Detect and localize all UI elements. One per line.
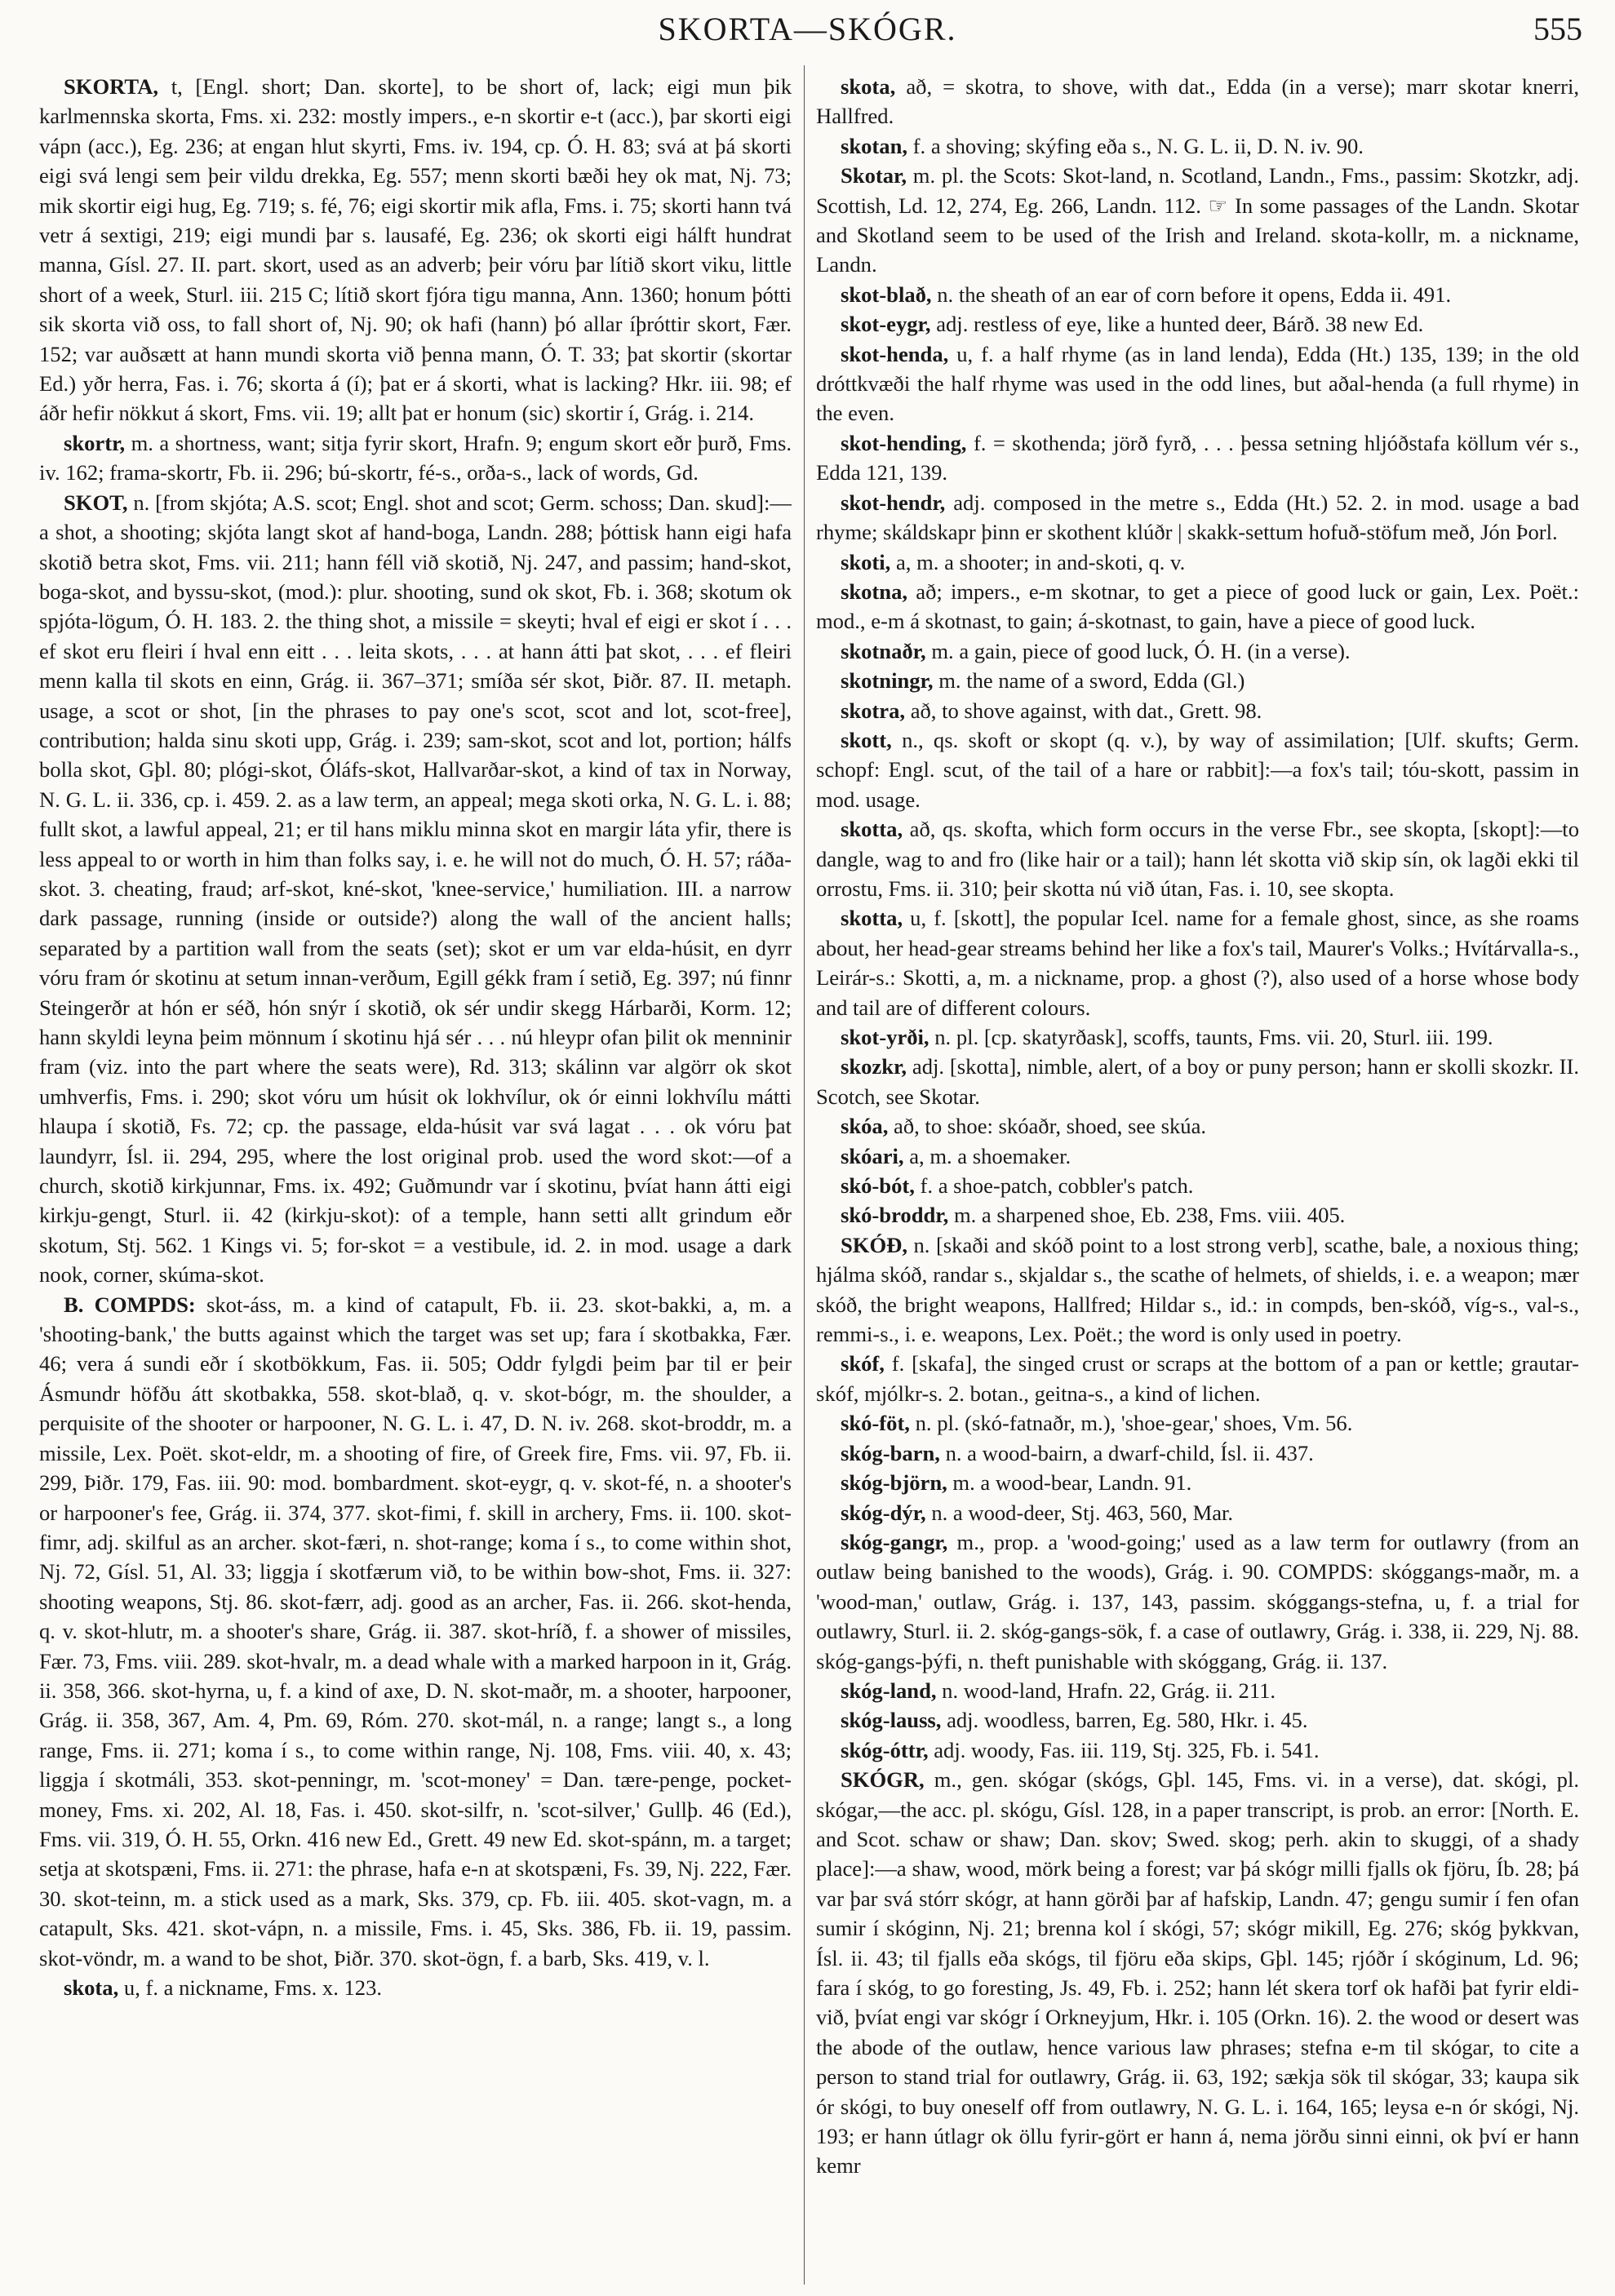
dictionary-entry [816,72,1579,131]
dictionary-entry [816,547,1579,577]
definition: n., qs. skoft or skopt (q. v.), by way of assimilation; [Ulf. skufts; Germ. schopf: Engl. scut, of the tail of a hare or rabbit]:—a fox's tail; tóu-skott, passim in mod. usage. [816,727,1579,812]
headword: skotta, [841,906,903,931]
definition: f. [skafa], the singed crust or scraps at the bottom of a pan or kettle; grautar-skóf, mjólkr-s. 2. botan., geitna-s., a kind of lichen. [816,1351,1579,1406]
headword: skóg-land, [841,1678,937,1703]
dictionary-entry [816,814,1579,903]
headword: skóg-lauss, [841,1708,942,1733]
definition: a, m. a shoemaker. [903,1143,1071,1168]
definition: adj. restless of eye, like a hunted deer, Bárð. 38 new Ed. [930,312,1424,337]
dictionary-entry [816,1022,1579,1052]
headword: B. COMPDS: [64,1292,196,1317]
definition: að; impers., e-m skotnar, to get a piece of good luck or gain, Lex. Poët.: mod., e-m á skotnast, to gain; á-skotnast, to gain, have a piece of good luck. [816,578,1579,634]
headword: skot-eygr, [841,312,931,337]
definition: m., gen. skógar (skógs, Gþl. 145, Fms. vi. in a verse), dat. skógi, pl. skógar,—the acc. pl. skógu, Gísl. 128, in a paper transcript, is prob. an error: [North. E. and Scot. schaw or shaw; Dan. skov; Swed. skog; perh. akin to skuggi, of a shady place]:—a shaw, wood, mörk being a forest; var þá skógr milli fjalls ok fjöru, Íb. 28; þá var þar svá stórr skógr, at hann görði þar af hafskip, Landn. 47; gengu sumir í fen ofan sumir í skóginn, Nj. 21; brenna kol í skógi, 57; skógr mikill, Eg. 276; skóg þykkvan, Ísl. ii. 43; til fjalls eða skógs, til fjöru eða skips, Gþl. 145; rjóðr í skóginum, Ld. 96; fara í skóg, to go foresting, Js. 49, Fb. i. 252; hann lét skera torf ok hafði þat fyrir eldi-við, þvíat engi var skógr í Orkneyjum, Hkr. i. 105 (Orkn. 16). 2. the wood or desert was the abode of the outlaw, hence various law phrases; stefna e-m til skógar, to cite a person to stand trial for outlawry, Grág. ii. 63, 192; sækja sök til skógar, 33; kaupa sik ór skógi, to buy oneself off from outlawry, N. G. L. i. 164, 165; leysa e-n ór skógi, Nj. 193; er hann útlagr ok öllu fyrir-gört er hann á, nema jörðu sinni einni, ok því er hann kemr [816,1767,1579,2179]
headword: skot-hendr, [841,490,946,515]
dictionary-entry [39,1973,792,2002]
headword: skota, [841,74,896,99]
dictionary-entry [816,428,1579,488]
dictionary-entry [816,1111,1579,1141]
definition: u, f. a half rhyme (as in land lenda), Edda (Ht.) 135, 139; in the old dróttkvæði the half rhyme was used in the odd lines, but aðal-henda (a full rhyme) in the even. [816,341,1579,426]
headword: skóg-dýr, [841,1500,926,1525]
definition: n. pl. (skó-fatnaðr, m.), 'shoe-gear,' shoes, Vm. 56. [909,1411,1353,1436]
headword: skot-henda, [841,341,949,366]
dictionary-entry [816,903,1579,1022]
dictionary-entry [816,577,1579,636]
definition: f. = skothenda; jörð fyrð, . . . þessa setning hljóðstafa köllum vér s., Edda 121, 139. [816,430,1579,485]
dictionary-entry [816,161,1579,280]
definition: m. the name of a sword, Edda (Gl.) [933,668,1245,694]
dictionary-entry [816,1349,1579,1408]
headword: SKÓGR, [841,1767,925,1793]
dictionary-entry [816,1408,1579,1438]
dictionary-entry [816,1052,1579,1111]
headword: skot-yrði, [841,1025,930,1049]
headword: skoti, [841,549,891,574]
definition: u, f. [skott], the popular Icel. name for a female ghost, since, as she roams about, her head-gear streams behind her like a fox's tail, Maurer's Volks.; Hvítárvalla-s., Leirár-s.: Skotti, a, m. a nickname, prop. a ghost (?), also used of a horse whose body and tail are of different colours. [816,906,1579,1020]
dictionary-entry [816,1765,1579,2181]
headword: skó-föt, [841,1411,910,1436]
dictionary-entry [816,1171,1579,1200]
headword: skotta, [841,817,903,842]
definition: að, to shove against, with dat., Grett. 98. [905,698,1262,723]
definition: n. wood-land, Hrafn. 22, Grág. ii. 211. [936,1678,1276,1703]
dictionary-entry [816,488,1579,547]
dictionary-entry [39,1290,792,1973]
headword: skóg-óttr, [841,1737,929,1762]
headword: SKORTA, [64,74,159,99]
headword: skóari, [841,1143,904,1168]
dictionary-entry [816,1438,1579,1468]
dictionary-entry [816,1527,1579,1676]
definition: adj. woody, Fas. iii. 119, Stj. 325, Fb. i. 541. [928,1737,1320,1762]
definition: skot-áss, m. a kind of catapult, Fb. ii. 23. skot-bakki, a, m. a 'shooting-bank,' the butts against which the target was set up; fara í skotbakka, Fær. 46; vera á sundi eðr í skotbökkum, Fas. ii. 505; Oddr fylgdi þeim þar til er þeir Ásmundr höfðu átt skotbakka, 558. skot-blað, q. v. skot-bógr, m. the shoulder, a perquisite of the shooter or harpooner, N. G. L. i. 47, D. N. iv. 268. skot-broddr, m. a missile, Lex. Poët. skot-eldr, m. a shooting of fire, of Greek fire, Fms. vii. 97, Fb. ii. 299, Þiðr. 179, Fas. iii. 90: mod. bombardment. skot-eygr, q. v. skot-fé, n. a shooter's or harpooner's fee, Grág. ii. 374, 377. skot-fimi, f. skill in archery, Fms. ii. 100. skot-fimr, adj. skilful as an archer. skot-færi, n. shot-range; koma í s., to come within shot, Nj. 72, Gísl. 51, Al. 33; liggja í skotfærum við, to be within bow-shot, Fms. ii. 327: shooting weapons, Stj. 86. skot-færr, adj. good as an archer, Fas. ii. 266. skot-henda, q. v. skot-hlutr, m. a shooter's share, Grág. ii. 387. skot-hríð, f. a shower of missiles, Fær. 73, Fms. viii. 289. skot-hvalr, m. a dead whale with a marked harpoon in it, Grág. ii. 358, 366. skot-hyrna, u, f. a kind of axe, D. N. skot-maðr, m. a shooter, harpooner, Grág. ii. 358, 367, Am. 4, Pm. 69, Róm. 270. skot-mál, n. a range; langt s., a long range, Fms. ii. 271; koma í s., to come within range, Nj. 108, Fms. viii. 40, x. 43; liggja í skotmáli, 353. skot-penningr, m. 'scot-money' = Dan. tære-penge, pocket-money, Fms. xi. 202, Al. 18, Fas. i. 450. skot-silfr, n. 'scot-silver,' Gullþ. 46 (Ed.), Fms. vii. 319, Ó. H. 55, Orkn. 416 new Ed., Grett. 49 new Ed. skot-spánn, m. a target; setja at skotspæni, Fms. ii. 271: the phrase, hafa e-n at skotspæni, Fs. 39, Nj. 222, Fær. 30. skot-teinn, m. a stick used as a mark, Sks. 379, cp. Fb. iii. 405. skot-vagn, m. a catapult, Sks. 421. skot-vápn, n. a missile, Fms. i. 45, Sks. 386, Fb. ii. 19, passim. skot-vöndr, m. a wand to be shot, Þiðr. 370. skot-ögn, f. a barb, Sks. 419, v. l. [39,1292,792,1970]
page-number: 555 [1533,11,1582,47]
dictionary-entry [816,309,1579,339]
definition: f. a shoving; skýfing eða s., N. G. L. ii, D. N. iv. 90. [907,133,1364,158]
right-column [816,72,1579,2288]
definition: m. a wood-bear, Landn. 91. [947,1470,1192,1496]
dictionary-entry [816,1676,1579,1705]
definition: m., prop. a 'wood-going;' used as a law term for outlawry (from an outlaw being banished to the woods), Grág. i. 90. COMPDS: skóggangs-maðr, m. a 'wood-man,' outlaw, Grág. i. 137, 143, passim. skóggangs-stefna, u, f. a trial for outlawry, Sturl. ii. 2. skóg-gangs-sök, f. a case of outlawry, Grág. i. 338, ii. 229, Nj. 88. skóg-gangs-þýfi, n. theft punishable with skóggang, Grág. ii. 137. [816,1529,1579,1673]
dictionary-entry [816,1141,1579,1171]
definition: að, to shoe: skóaðr, shoed, see skúa. [888,1114,1207,1139]
headword: skóf, [841,1351,885,1376]
dictionary-entry [816,1705,1579,1735]
definition: m. a sharpened shoe, Eb. 238, Fms. viii. 405. [948,1203,1346,1228]
definition: u, f. a nickname, Fms. x. 123. [118,1975,383,2000]
left-column [39,72,792,2288]
dictionary-entry [816,131,1579,161]
headword: skot-hending, [841,430,967,455]
headword: skóg-barn, [841,1440,940,1465]
definition: n. [skaði and skóð point to a lost strong verb], scathe, bale, a noxious thing; hjálma skóð, randar s., skjaldar s., the scathe of helmets, of shields, i. e. a weapon; mær skóð, the bright weapons, Hallfred; Hildar s., id.: in compds, ben-skóð, víg-s., val-s., remmi-s., i. e. weapons, Lex. Poët.; the word is only used in poetry. [816,1232,1579,1347]
definition: að, qs. skofta, which form occurs in the verse Fbr., see skopta, [skopt]:—to dangle, wag to and fro (like hair or a tail); hann lét skotta við skip sín, ok lagði ekki til orrostu, Fms. ii. 310; þeir skotta nú við útan, Fas. i. 10, see skopta. [816,817,1579,901]
definition: f. a shoe-patch, cobbler's patch. [914,1173,1194,1199]
definition: m. pl. the Scots: Skot-land, n. Scotland, Landn., Fms., passim: Skotzkr, adj. Scottish, Ld. 12, 274, Eg. 266, Landn. 112. ☞ In some passages of the Landn. Skotar and Skotland seem to be used of the Irish and Ireland. skota-kollr, m. a nickname, Landn. [816,163,1579,277]
definition: m. a shortness, want; sitja fyrir skort, Hrafn. 9; engum skort eðr þurð, Fms. iv. 162; frama-skortr, Fb. ii. 296; bú-skortr, fé-s., orða-s., lack of words, Gd. [39,430,792,485]
definition: adj. woodless, barren, Eg. 580, Hkr. i. 45. [941,1708,1308,1733]
dictionary-entry [816,1498,1579,1527]
dictionary-entry [39,488,792,1290]
definition: adj. composed in the metre s., Edda (Ht.) 52. 2. in mod. usage a bad rhyme; skáldskapr þinn er skothent klúðr | skakk-settum hofuð-stöfum með, Jón Þorl. [816,490,1579,545]
headword: skotnaðr, [841,638,926,663]
headword: Skotar, [841,163,907,188]
dictionary-entry [39,72,792,428]
headword: skotna, [841,578,908,604]
dictionary-entry [816,725,1579,814]
headword: skó-broddr, [841,1203,949,1228]
headword: skotningr, [841,668,934,694]
headword: SKÓÐ, [841,1232,908,1257]
headword: skóa, [841,1114,889,1139]
definition: adj. [skotta], nimble, alert, of a boy or puny person; hann er skolli skozkr. II. Scotch, see Skotar. [816,1054,1579,1109]
definition: n. a wood-bairn, a dwarf-child, Ísl. ii. 437. [939,1440,1314,1465]
definition: að, = skotra, to shove, with dat., Edda (in a verse); marr skotar knerri, Hallfred. [816,74,1579,129]
headword: skotra, [841,698,906,723]
headword: skó-bót, [841,1173,915,1199]
column-divider [804,65,805,2285]
headword: skóg-gangr, [841,1529,948,1554]
definition: m. a gain, piece of good luck, Ó. H. (in a verse). [925,638,1351,663]
dictionary-entry [816,666,1579,695]
headword: skott, [841,727,892,752]
page-header [0,10,1615,59]
headword: skotan, [841,133,908,158]
headword: skóg-björn, [841,1470,947,1496]
dictionary-entry [816,1200,1579,1230]
dictionary-entry [816,1230,1579,1350]
headword: skozkr, [841,1054,907,1079]
dictionary-entry [816,1468,1579,1497]
definition: n. the sheath of an ear of corn before it opens, Edda ii. 491. [931,281,1452,307]
dictionary-entry [816,280,1579,309]
dictionary-entry [816,696,1579,725]
definition: n. pl. [cp. skatyrðask], scoffs, taunts, Fms. vii. 20, Sturl. iii. 199. [929,1025,1493,1049]
headword: skot-blað, [841,281,932,307]
definition: a, m. a shooter; in and-skoti, q. v. [890,549,1186,574]
headword: skota, [64,1975,119,2000]
dictionary-entry [816,1735,1579,1765]
dictionary-entry [816,339,1579,428]
running-title: SKORTA—SKÓGR. [658,11,957,47]
definition: n. a wood-deer, Stj. 463, 560, Mar. [925,1500,1234,1525]
dictionary-entry [39,428,792,488]
definition: t, [Engl. short; Dan. skorte], to be short of, lack; eigi mun þik karlmennska skorta, Fms. xi. 232: mostly impers., e-n skortir e-t (acc.), þar skorti eigi vápn (acc.), Eg. 236; at engan hlut skyrti, Fms. iv. 194, cp. Ó. H. 83; svá at þá skorti eigi svá lengi sem þeir vildu drekka, Eg. 557; menn skorti bæði hey ok mat, Nj. 73; mik skortir eigi hug, Eg. 719; s. fé, 76; eigi skortir mik afla, Fms. i. 75; skorti hann tvá vetr á sextigi, 219; eigi mundi þar s. lausafé, Eg. 236; ok skorti eigi hálft hundrat manna, Gísl. 27. II. part. skort, used as an adverb; þeir vóru þar lítið skort viku, little short of a week, Sturl. iii. 215 C; lítið skort fjóra tigu manna, Ann. 1360; honum þótti sik skorta við oss, to fall short of, Nj. 90; ok hafi (hann) þó allar íþróttir skort, Fær. 152; var auðsætt at hann mundi skorta við þenna mann, Ó. T. 33; þat skortir (skortar Ed.) yðr herra, Fas. i. 76; skorta á (í); þat er á skorti, what is lacking? Hkr. iii. 98; ef áðr hefir nökkut á skort, Fms. vii. 19; allt þat er honum (sic) skortir í, Grág. i. 214. [39,74,792,426]
headword: skortr, [64,430,126,455]
dictionary-entry [816,636,1579,666]
headword: SKOT, [64,490,128,515]
definition: n. [from skjóta; A.S. scot; Engl. shot and scot; Germ. schoss; Dan. skud]:—a shot, a shooting; skjóta langt skot af hand-boga, Landn. 288; þóttisk hann eigi hafa skotið betra skot, Fms. vii. 211; hann féll við skotið, Nj. 247, and passim; hand-skot, boga-skot, and byssu-skot, (mod.): plur. shooting, sund ok skot, Fb. i. 368; skotum ok spjóta-lögum, Ó. H. 183. 2. the thing shot, a missile = skeyti; hval ef eigi er skot í . . . ef skot eru fleiri í hval enn eitt . . . leita skots, . . . at hann átti þat skot, . . . ef fleiri menn kalla til skots en einn, Grág. ii. 367–371; smíða sér skot, Þiðr. 87. II. metaph. usage, a scot or shot, [in the phrases to pay one's scot, scot and lot, scot-free], contribution; halda sinu skoti upp, Grág. i. 239; sam-skot, scot and lot, portion; hálfs bolla skot, Gþl. 80; plógi-skot, Óláfs-skot, Hallvarðar-skot, a kind of tax in Norway, N. G. L. ii. 336, cp. i. 459. 2. as a law term, an appeal; mega skoti orka, N. G. L. i. 88; fullt skot, a lawful appeal, 21; er til hans miklu minna skot en margir láta yfir, there is less appeal to or worth in him than folks say, i. e. he will not do much, Ó. H. 57; ráða-skot. 3. cheating, fraud; arf-skot, kné-skot, 'knee-service,' humiliation. III. a narrow dark passage, running (inside or outside?) along the wall of the ancient halls; separated by a partition wall from the seats (set); skot er um var elda-húsit, en dyrr vóru fram ór skotinu at setum innan-verðum, Egill gékk fram í setið, Eg. 397; nú finnr Steingerðr at hón er séð, hón snýr í skotið, ok sér undir skegg Hárbarði, Korm. 12; hann skyldi leyna þeim mönnum í skotinu hjá sér . . . nú hleypr ofan þilit ok menninir fram (viz. into the part where the seats were), Rd. 313; skálinn var algörr ok skot umhverfis, Fms. i. 290; skot vóru um húsit ok lokhvílur, ok ór einni lokhvílu mátti hlaupa í skotið, Fs. 72; cp. the passage, elda-húsit var svá lagat . . . ok vóru þat laundyrr, Ísl. ii. 294, 295, where the lost original prob. used the word skot:—of a church, skotið kirkjunnar, Fms. ix. 492; Guðmundr var í skotinu, þvíat hann átti eigi kirkju-gengt, Sturl. ii. 42 (kirkju-skot): of a temple, hann setti allt grindum eðr skotum, Stj. 562. 1 Kings vi. 5; for-skot = a vestibule, id. 2. in mod. usage a dark nook, corner, skúma-skot. [39,490,792,1288]
